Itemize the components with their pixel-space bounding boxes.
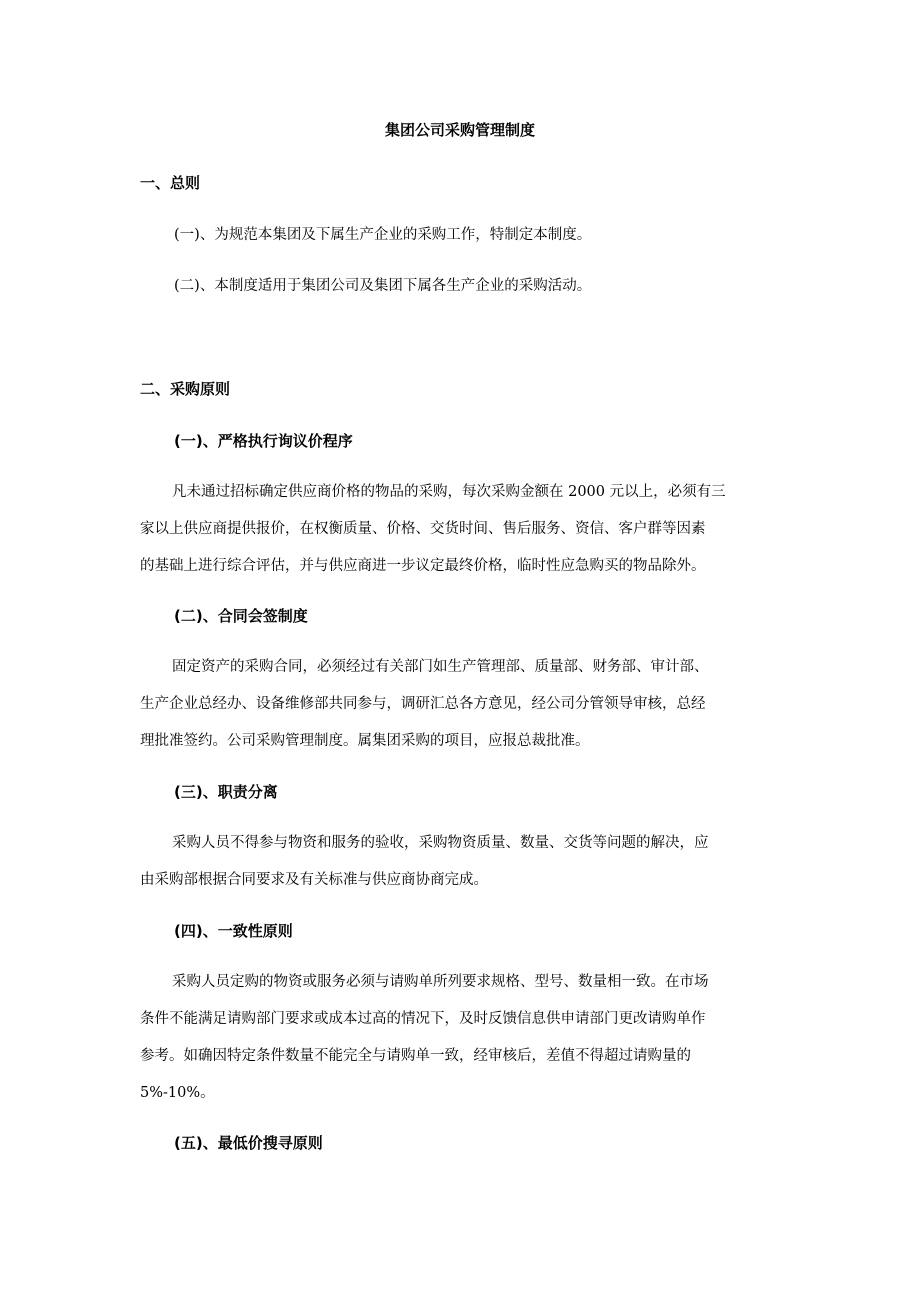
subsection-heading-contract: (二)、合同会签制度: [174, 607, 308, 625]
subsection-heading-consistency: (四)、一致性原则: [174, 922, 293, 940]
paragraph-line: 凡未通过招标确定供应商价格的物品的采购，每次采购金额在 2000 元以上，必须有三: [172, 484, 726, 500]
paragraph-line: 采购人员定购的物资或服务必须与请购单所列要求规格、型号、数量相一致。在市场: [172, 974, 709, 990]
paragraph-consistency: [140, 971, 780, 1119]
paragraph-contract: [140, 656, 780, 767]
paragraph-line: 条件不能满足请购部门要求或成本过高的情况下，及时反馈信息供申请部门更改请购单作: [140, 1011, 706, 1027]
general-item-1: (一)、为规范本集团及下属生产企业的采购工作，特制定本制度。: [174, 227, 592, 243]
paragraph-line: 固定资产的采购合同，必须经过有关部门如生产管理部、质量部、财务部、审计部、: [172, 659, 709, 675]
section-heading-general: 一、总则: [140, 174, 201, 192]
paragraph-line: 采购人员不得参与物资和服务的验收，采购物资质量、数量、交货等问题的解决，应: [172, 835, 709, 851]
subsection-heading-inquiry: (一)、严格执行询议价程序: [174, 432, 353, 450]
subsection-heading-lowest-price: (五)、最低价搜寻原则: [174, 1134, 323, 1152]
document-title: 集团公司采购管理制度: [384, 121, 535, 139]
paragraph-line: 生产企业总经办、设备维修部共同参与，调研汇总各方意见，经公司分管领导审核，总经: [140, 696, 706, 712]
section-heading-principles: 二、采购原则: [140, 380, 231, 398]
paragraph-inquiry: [140, 481, 780, 592]
general-item-2: (二)、本制度适用于集团公司及集团下属各生产企业的采购活动。: [174, 278, 592, 294]
paragraph-line: 家以上供应商提供报价，在权衡质量、价格、交货时间、售后服务、资信、客户群等因素: [140, 521, 706, 537]
paragraph-line: 的基础上进行综合评估，并与供应商进一步议定最终价格，临时性应急购买的物品除外。: [140, 558, 706, 574]
paragraph-separation: [140, 832, 780, 906]
paragraph-line: 由采购部根据合同要求及有关标准与供应商协商完成。: [140, 872, 488, 888]
subsection-heading-separation: (三)、职责分离: [174, 783, 278, 801]
paragraph-line: 理批准签约。公司采购管理制度。属集团采购的项目，应报总裁批准。: [140, 733, 590, 749]
paragraph-line: 参考。如确因特定条件数量不能完全与请购单一致，经审核后，差值不得超过请购量的: [140, 1048, 691, 1064]
paragraph-line: 5%-10%。: [140, 1085, 215, 1101]
